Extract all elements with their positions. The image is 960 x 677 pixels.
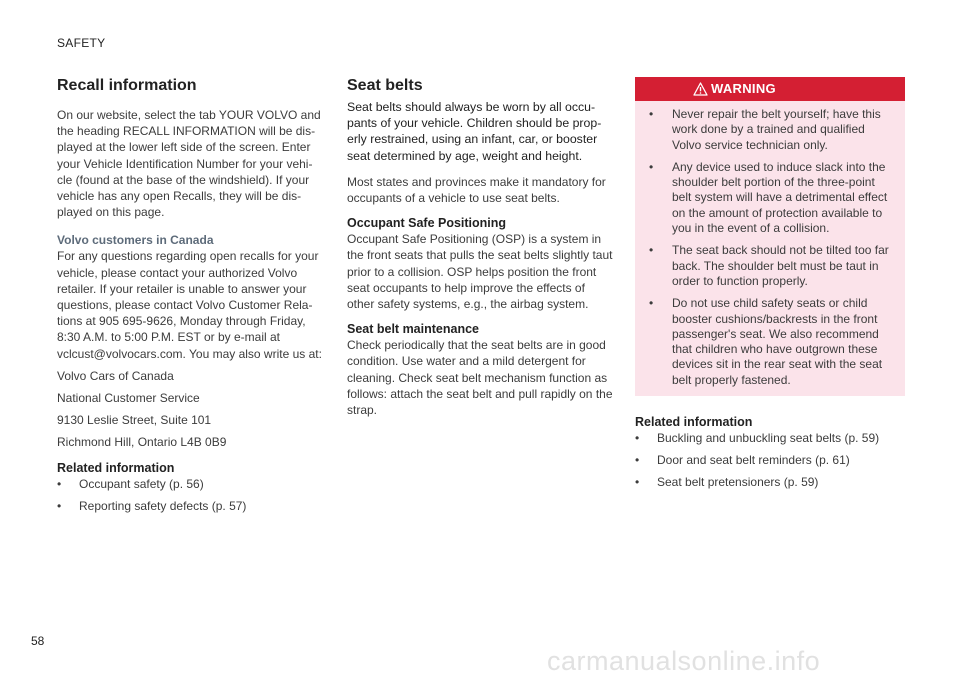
warning-list: [635, 107, 895, 388]
warning-box: [635, 77, 905, 396]
warning-title: WARNING: [711, 80, 776, 96]
warning-header: [635, 77, 905, 101]
related-link-pretensioners[interactable]: [635, 474, 905, 490]
warning-item: [635, 243, 895, 289]
warning-text: The seat back should not be tilted too far back. The shoulder belt must be taut in order to function properly.: [672, 243, 889, 288]
related-link-label: Door and seat belt reminders (p. 61): [657, 453, 850, 468]
related-heading: Related information: [635, 415, 753, 430]
related-list: [635, 430, 905, 491]
bullet-icon: •: [649, 159, 654, 174]
bullet-icon: •: [649, 243, 654, 258]
address-line: Richmond Hill, Ontario L4B 0B9: [57, 435, 227, 450]
warning-text: Any device used to induce slack into the shoulder belt portion of the three-point belt system will have a detrimental effect on the amount of protection available to you in the event of a collision.: [672, 159, 888, 236]
bullet-icon: •: [635, 431, 640, 446]
seat-belts-title: Seat belts: [347, 77, 423, 94]
osp-text: Occupant Safe Positioning (OSP) is a system in the front seats that pulls the seat belts slightly taut prior to a collision. OSP helps position the front seat occupants to help improve the effects of other safety systems, e.g., the airbag system.: [347, 232, 613, 312]
bullet-icon: •: [635, 453, 640, 468]
warning-item: [635, 296, 895, 388]
watermark: carmanualsonline.info: [547, 646, 821, 676]
related-link-label: Buckling and unbuckling seat belts (p. 59): [657, 431, 880, 446]
related-link-reminders[interactable]: [635, 452, 905, 468]
address-line: National Customer Service: [57, 391, 200, 406]
recall-intro: On our website, select the tab YOUR VOLVO and the heading RECALL INFORMATION will be dis-played at the lower left side of the screen. Enter your Vehicle Identification Number for your vehi-cle (found at the base of the windshield). If your vehicle has any open Recalls, they will be dis-played on this page.: [57, 108, 321, 220]
osp-heading: Occupant Safe Positioning: [347, 216, 507, 231]
bullet-icon: •: [57, 476, 62, 491]
bullet-icon: •: [635, 475, 640, 490]
warning-triangle-icon: [693, 82, 708, 100]
section-header: SAFETY: [57, 36, 106, 50]
warning-text: Never repair the belt yourself; have this work done by a trained and qualified Volvo service technician only.: [672, 107, 881, 152]
maintenance-heading: Seat belt maintenance: [347, 322, 479, 337]
warning-text: Do not use child safety seats or child booster cushions/backrests in the front passenger's seat. We also recommend that children who have outgrown these devices sit in the rear seat with the seat belt properly fastened.: [672, 296, 883, 387]
related-list: [57, 476, 325, 514]
bullet-icon: •: [649, 107, 654, 121]
bullet-icon: •: [57, 498, 62, 513]
canada-heading: Volvo customers in Canada: [57, 233, 214, 248]
canada-text: For any questions regarding open recalls for your vehicle, please contact your authorized Volvo retailer. If your retailer is unable to answer your questions, please contact Volvo Customer Rela-tions at 905 695-9626, Monday through Friday, 8:30 A.M. to 5:00 P.M. EST or by e-mail at vclcust@volvocars.com. You may also write us at:: [57, 249, 322, 361]
related-link-occupant-safety[interactable]: [57, 476, 325, 492]
related-heading: Related information: [57, 460, 175, 475]
seat-belts-column: [347, 76, 613, 418]
warning-item: [635, 107, 895, 153]
address-line: Volvo Cars of Canada: [57, 368, 174, 383]
related-link-label: Occupant safety (p. 56): [79, 476, 204, 491]
recall-column: [57, 76, 325, 520]
page-number: 58: [31, 634, 45, 648]
warning-item: [635, 160, 895, 236]
related-link-label: Reporting safety defects (p. 57): [79, 498, 247, 513]
warning-column: [635, 76, 905, 497]
address-line: 9130 Leslie Street, Suite 101: [57, 413, 212, 428]
bullet-icon: •: [649, 296, 654, 311]
warning-body: [635, 101, 905, 396]
mandatory-text: Most states and provinces make it mandatory for occupants of a vehicle to use seat belts.: [347, 174, 606, 206]
related-link-buckling[interactable]: [635, 430, 905, 446]
recall-title: Recall information: [57, 77, 197, 94]
related-link-label: Seat belt pretensioners (p. 59): [657, 475, 819, 490]
related-link-reporting-defects[interactable]: [57, 498, 325, 514]
seat-belts-lead: Seat belts should always be worn by all occu-pants of your vehicle. Children should be prop-erly restrained, using an infant, car, or booster seat determined by age, weight and height.: [347, 100, 602, 163]
maintenance-text: Check periodically that the seat belts are in good condition. Use water and a mild detergent for cleaning. Check seat belt mechanism function as follows: attach the seat belt and pull rapidly on the strap.: [347, 338, 613, 418]
